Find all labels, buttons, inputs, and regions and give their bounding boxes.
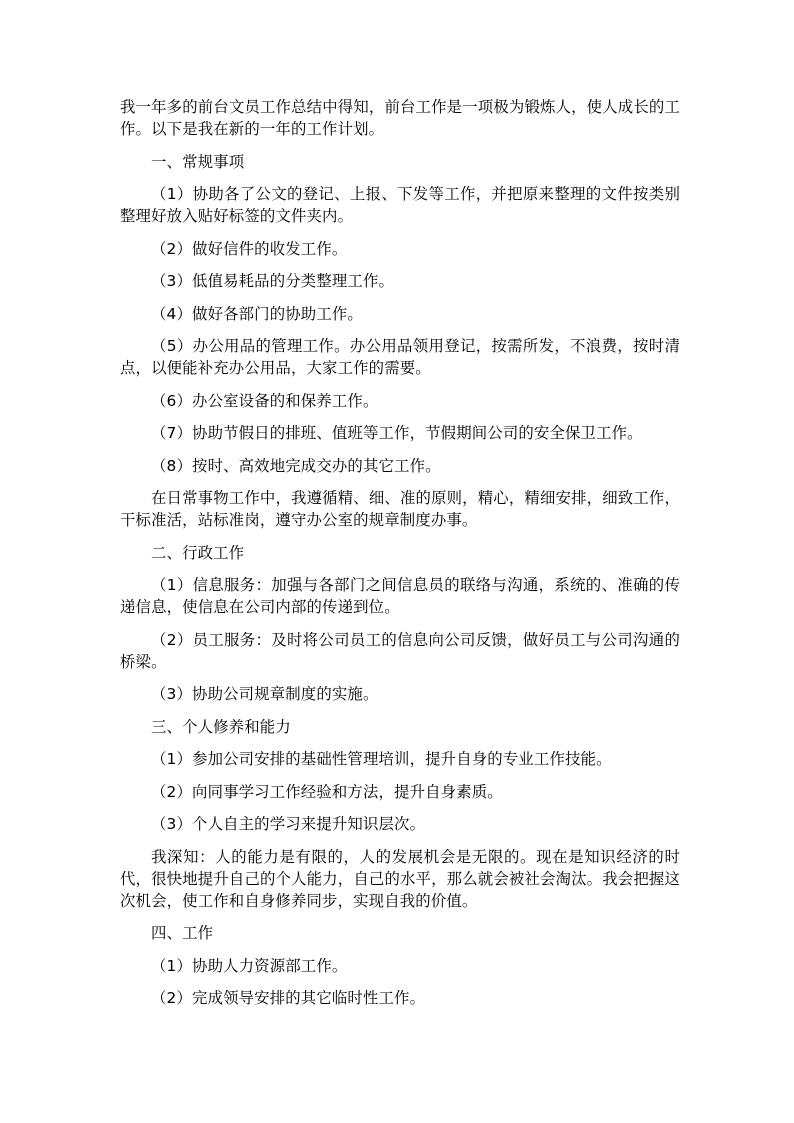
list-item: （6）办公室设备的和保养工作。 (151, 391, 379, 410)
list-item: （1）协助人力资源部工作。 (151, 956, 348, 975)
list-item: （2）做好信件的收发工作。 (151, 239, 348, 258)
list-item: （2）向同事学习工作经验和方法，提升自身素质。 (151, 782, 503, 801)
list-item: （8）按时、高效地完成交办的其它工作。 (151, 456, 441, 475)
section-heading: 二、行政工作 (151, 543, 245, 562)
section-summary: 在日常事物工作中，我遵循精、细、准的原则，精心，精细安排，细致工作，干标准活，站标准岗，遵守办公室的规章制度办事。 (120, 489, 680, 529)
list-item: （1）协助各了公文的登记、上报、下发等工作，并把原来整理的文件按类别整理好放入贴好标签的文件夹内。 (120, 185, 680, 225)
list-item: （2）员工服务：及时将公司员工的信息向公司反馈，做好员工与公司沟通的桥梁。 (120, 630, 680, 671)
section-summary: 我深知：人的能力是有限的，人的发展机会是无限的。现在是知识经济的时代，很快地提升自己的个人能力，自己的水平，那么就会被社会淘汰。我会把握这次机会，使工作和自身修养同步，实现自我的价值。 (120, 847, 680, 910)
list-item: （3）个人自主的学习来提升知识层次。 (151, 815, 426, 833)
list-item: （5）办公用品的管理工作。办公用品领用登记，按需所发，不浪费，按时清点，以便能补充办公用品，大家工作的需要。 (120, 337, 680, 377)
list-item: （2）完成领导安排的其它临时性工作。 (151, 989, 426, 1007)
list-item: （3）低值易耗品的分类整理工作。 (151, 272, 395, 290)
section-heading: 一、常规事项 (151, 152, 245, 171)
list-item: （1）信息服务：加强与各部门之间信息员的联络与沟通，系统的、准确的传递信息，使信息在公司内部的传递到位。 (120, 576, 680, 616)
document-body (120, 96, 680, 1020)
list-item: （7）协助节假日的排班、值班等工作，节假期间公司的安全保卫工作。 (151, 424, 643, 442)
section-heading: 四、工作 (151, 924, 214, 942)
list-item: （1）参加公司安排的基础性管理培训，提升自身的专业工作技能。 (151, 750, 612, 768)
list-item: （4）做好各部门的协助工作。 (151, 304, 363, 323)
section-heading: 三、个人修养和能力 (151, 717, 291, 736)
intro-paragraph: 我一年多的前台文员工作总结中得知，前台工作是一项极为锻炼人，使人成长的工作。以下是我在新的一年的工作计划。 (120, 98, 680, 138)
list-item: （3）协助公司规章制度的实施。 (151, 685, 379, 703)
